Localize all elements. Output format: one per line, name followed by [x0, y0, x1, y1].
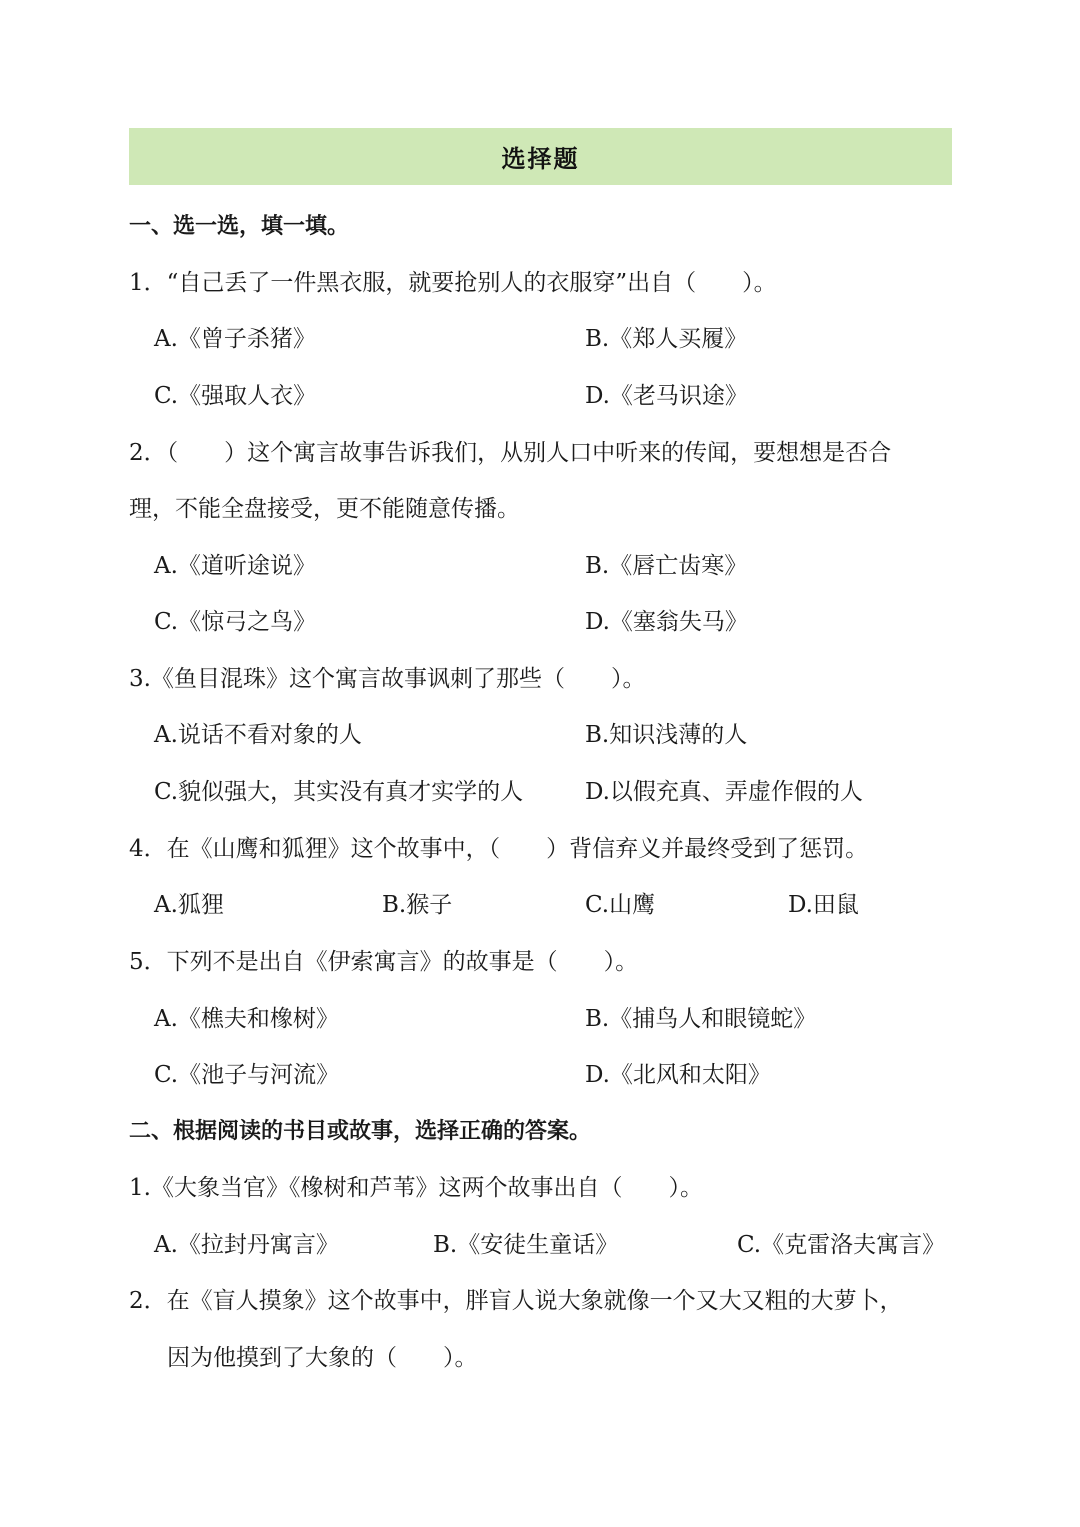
option-d: D.《老马识途》 [585, 383, 748, 409]
option-c: C.《惊弓之鸟》 [154, 609, 317, 635]
question-stem: 1．“自己丢了一件黑衣服，就要抢别人的衣服穿”出自（ ）。 [129, 270, 777, 296]
option-b: B.《唇亡齿寒》 [585, 553, 748, 579]
option-b: B.《捕鸟人和眼镜蛇》 [585, 1006, 817, 1032]
option-b: B.猴子 [382, 892, 453, 918]
option-a: A.说话不看对象的人 [154, 722, 362, 748]
question-stem: 1.《大象当官》《橡树和芦苇》这两个故事出自（ ）。 [129, 1175, 703, 1201]
section-heading: 二、根据阅读的书目或故事，选择正确的答案。 [129, 1119, 592, 1144]
banner-title: 选择题 [501, 145, 580, 173]
option-d: D.田鼠 [788, 892, 859, 918]
question-stem: 5．下列不是出自《伊索寓言》的故事是（ ）。 [129, 949, 639, 975]
question-stem: 4．在《山鹰和狐狸》这个故事中，（ ）背信弃义并最终受到了惩罚。 [129, 836, 869, 862]
option-c: C.山鹰 [585, 892, 656, 918]
section-heading: 一、选一选，填一填。 [129, 214, 350, 239]
question-stem: 2．在《盲人摸象》这个故事中，胖盲人说大象就像一个又大又粗的大萝卜， [129, 1288, 903, 1314]
option-d: D.《塞翁失马》 [585, 609, 748, 635]
option-d: D.《北风和太阳》 [585, 1062, 771, 1088]
option-c: C.貌似强大，其实没有真才实学的人 [154, 779, 524, 805]
question-stem: 3.《鱼目混珠》这个寓言故事讽刺了那些（ ）。 [129, 666, 646, 692]
question-stem: 2．（ ）这个寓言故事告诉我们，从别人口中听来的传闻，要想想是否合 [129, 440, 892, 466]
option-a: A.《道听途说》 [154, 553, 316, 579]
question-stem-continued: 理，不能全盘接受，更不能随意传播。 [129, 496, 520, 522]
option-b: B.《安徒生童话》 [433, 1232, 619, 1258]
option-a: A.《拉封丹寓言》 [154, 1232, 339, 1258]
option-a: A.《樵夫和橡树》 [154, 1006, 339, 1032]
option-c: C.《池子与河流》 [154, 1062, 340, 1088]
option-b: B.《郑人买履》 [585, 326, 748, 352]
option-c: C.《强取人衣》 [154, 383, 317, 409]
option-c: C.《克雷洛夫寓言》 [737, 1232, 946, 1258]
section-banner [129, 128, 952, 185]
option-b: B.知识浅薄的人 [585, 722, 748, 748]
option-a: A.狐狸 [154, 892, 224, 918]
option-d: D.以假充真、弄虚作假的人 [585, 779, 863, 805]
question-stem-continued: 因为他摸到了大象的（ ）。 [167, 1345, 478, 1371]
option-a: A.《曾子杀猪》 [154, 326, 316, 352]
